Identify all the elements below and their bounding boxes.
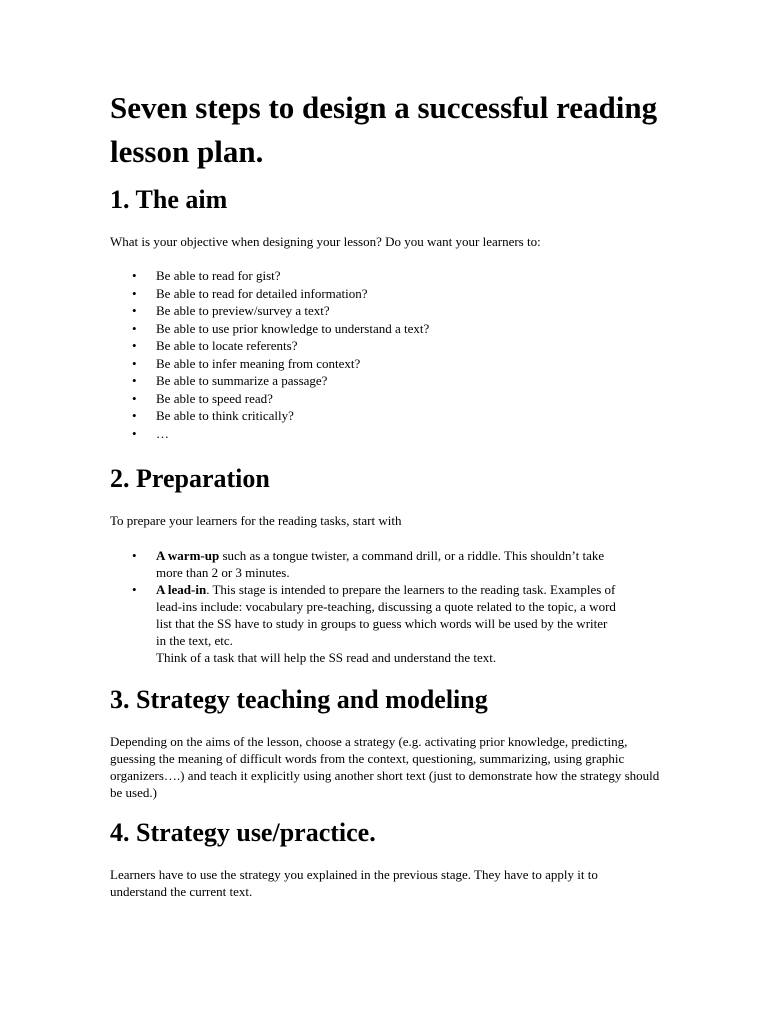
leadin-term: A lead-in	[156, 582, 207, 597]
bullet-icon: •	[132, 285, 137, 301]
strategy-practice-body: Learners have to use the strategy you explained in the previous stage. They have to apply it to understand the current text.	[110, 867, 598, 899]
strategy-teaching-body: Depending on the aims of the lesson, choose a strategy (e.g. activating prior knowledge, predicting, guessing the meaning of difficult words from the context, questioning, summarizing, using graphic organizers….) and teach it explicitly using another short text (just to demonstrate how the strategy should be used.)	[110, 734, 660, 800]
bullet-icon: •	[132, 320, 137, 336]
list-item: • Be able to infer meaning from context?	[132, 355, 361, 371]
bullet-icon: •	[132, 582, 137, 597]
bullet-icon: •	[132, 268, 137, 283]
list-item: • Be able to summarize a passage?	[132, 373, 328, 388]
aim-intro: What is your objective when designing your lesson? Do you want your learners to:	[110, 234, 541, 249]
bullet-icon: •	[132, 408, 137, 423]
warmup-term: A warm-up	[156, 548, 220, 563]
list-item	[110, 581, 620, 666]
preparation-list	[110, 547, 620, 666]
section-heading-strategy-teaching: 3. Strategy teaching and modeling	[110, 685, 488, 714]
list-item: • Be able to read for detailed information?	[132, 285, 368, 301]
warmup-text: such as a tongue twister, a command drill, or a riddle. This shouldn’t take more than 2 or 3 minutes.	[156, 548, 605, 580]
list-item: • Be able to read for gist?	[132, 268, 281, 283]
section-heading-aim: 1. The aim	[110, 185, 228, 214]
list-item: • Be able to speed read?	[132, 390, 273, 406]
bullet-icon: •	[132, 425, 137, 441]
section-heading-strategy-practice: 4. Strategy use/practice.	[110, 818, 376, 847]
bullet-icon: •	[132, 303, 137, 318]
bullet-icon: •	[132, 548, 137, 563]
list-item: • …	[132, 425, 169, 441]
bullet-icon: •	[132, 355, 137, 371]
list-item: • Be able to use prior knowledge to understand a text?	[132, 320, 430, 336]
leadin-extra: Think of a task that will help the SS read and understand the text.	[156, 650, 497, 665]
aim-list	[110, 267, 630, 442]
list-item: • Be able to preview/survey a text?	[132, 303, 330, 318]
bullet-icon: •	[132, 390, 137, 406]
section-heading-preparation: 2. Preparation	[110, 464, 270, 493]
list-item: • Be able to think critically?	[132, 408, 294, 423]
document-title: Seven steps to design a successful reading lesson plan.	[110, 90, 658, 169]
preparation-intro: To prepare your learners for the reading tasks, start with	[110, 513, 402, 528]
bullet-icon: •	[132, 373, 137, 388]
list-item	[110, 547, 620, 581]
leadin-text: . This stage is intended to prepare the learners to the reading task. Examples of lead-ins include: vocabulary pre-teaching, discussing a quote related to the topic, a word list that the SS have to study in groups to guess which words will be used by the writer in the text, etc.	[156, 582, 616, 648]
list-item: • Be able to locate referents?	[132, 338, 298, 353]
bullet-icon: •	[132, 338, 137, 353]
